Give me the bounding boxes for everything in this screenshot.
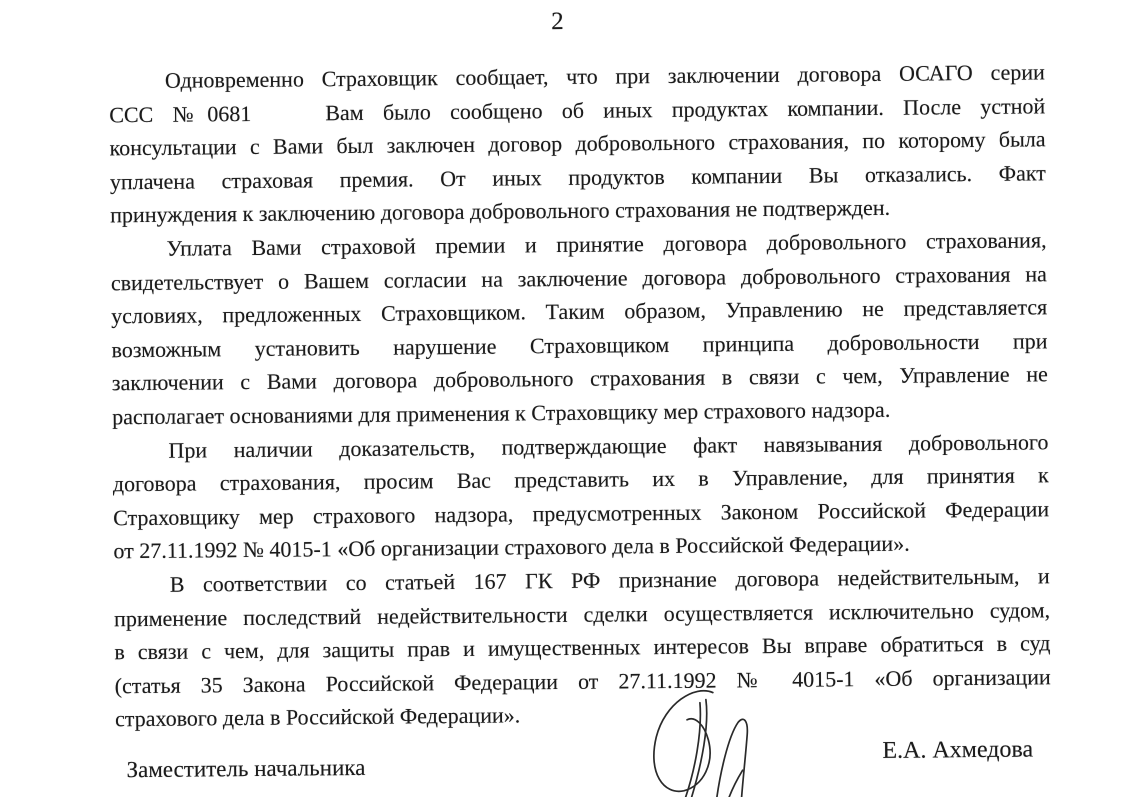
text-segment: ССС №0681	[109, 100, 252, 127]
text-line: применение последствий недействительности сделки осуществляется исключительно судом,	[113, 596, 1051, 631]
text-line: в связи с чем, для защиты прав и имущественных интересов Вы вправе обратиться в суд	[114, 630, 1051, 665]
text-line: уплачена страховая премия. От иных продуктов компании Вы отказались. Факт	[109, 160, 1046, 195]
signer-position-title: Заместитель начальника	[126, 754, 366, 783]
paragraph	[114, 559, 1052, 736]
paragraph	[110, 223, 1048, 434]
blank-space	[251, 119, 325, 121]
document-body	[109, 55, 1051, 736]
text-line: Страховщику мер страхового надзора, предусмотренных Законом Российской Федерации	[113, 496, 1050, 531]
text-line: принуждения к заключению договора добровольного страхования не подтвержден.	[110, 195, 891, 228]
text-line: заключении с Вами договора добровольного страхования в связи с чем, Управление не	[111, 361, 1048, 396]
text-line: страхового дела в Российской Федерации».	[114, 702, 521, 732]
paragraph	[112, 425, 1049, 568]
text-line: располагает основаниями для применения к Страховщику мер страхового надзора.	[112, 396, 891, 430]
text-line: консультации с Вами был заключен договор добровольного страхования, по которому была	[109, 126, 1046, 161]
paragraph	[109, 55, 1047, 232]
page-number: 2	[551, 7, 564, 36]
text-line: (статья 35 Закона Российской Федерации от 27.11.1992 № 4015-1 «Об организации	[114, 664, 1051, 698]
signer-name: Е.А. Ахмедова	[882, 736, 1034, 764]
text-line: договора страхования, просим Вас представить их в Управление, для принятия к	[112, 462, 1049, 497]
text-line: возможным установить нарушение Страховщиком принципа добровольности при	[111, 328, 1048, 363]
text-line: Одновременно Страховщик сообщает, что при заключении договора ОСАГО серии	[164, 59, 1046, 93]
text-segment: Вам было сообщено об иных продуктах компании. После устной	[325, 92, 1046, 125]
text-line: условиях, предложенных Страховщиком. Таким образом, Управлению не представляется	[111, 294, 1048, 329]
text-line: Уплата Вами страховой премии и принятие договора добровольного страхования,	[166, 227, 1047, 261]
handwritten-signature	[629, 684, 798, 797]
text-line: свидетельствует о Вашем согласии на заключение договора добровольного страхования на	[110, 260, 1047, 295]
text-line: от 27.11.1992 № 4015-1 «Об организации страхового дела в Российской Федерации».	[113, 530, 910, 564]
text-line: При наличии доказательств, подтверждающие факт навязывания добровольного	[168, 428, 1049, 463]
text-line: В соответствии со статьей 167 ГК РФ признание договора недействительным, и	[169, 563, 1050, 597]
